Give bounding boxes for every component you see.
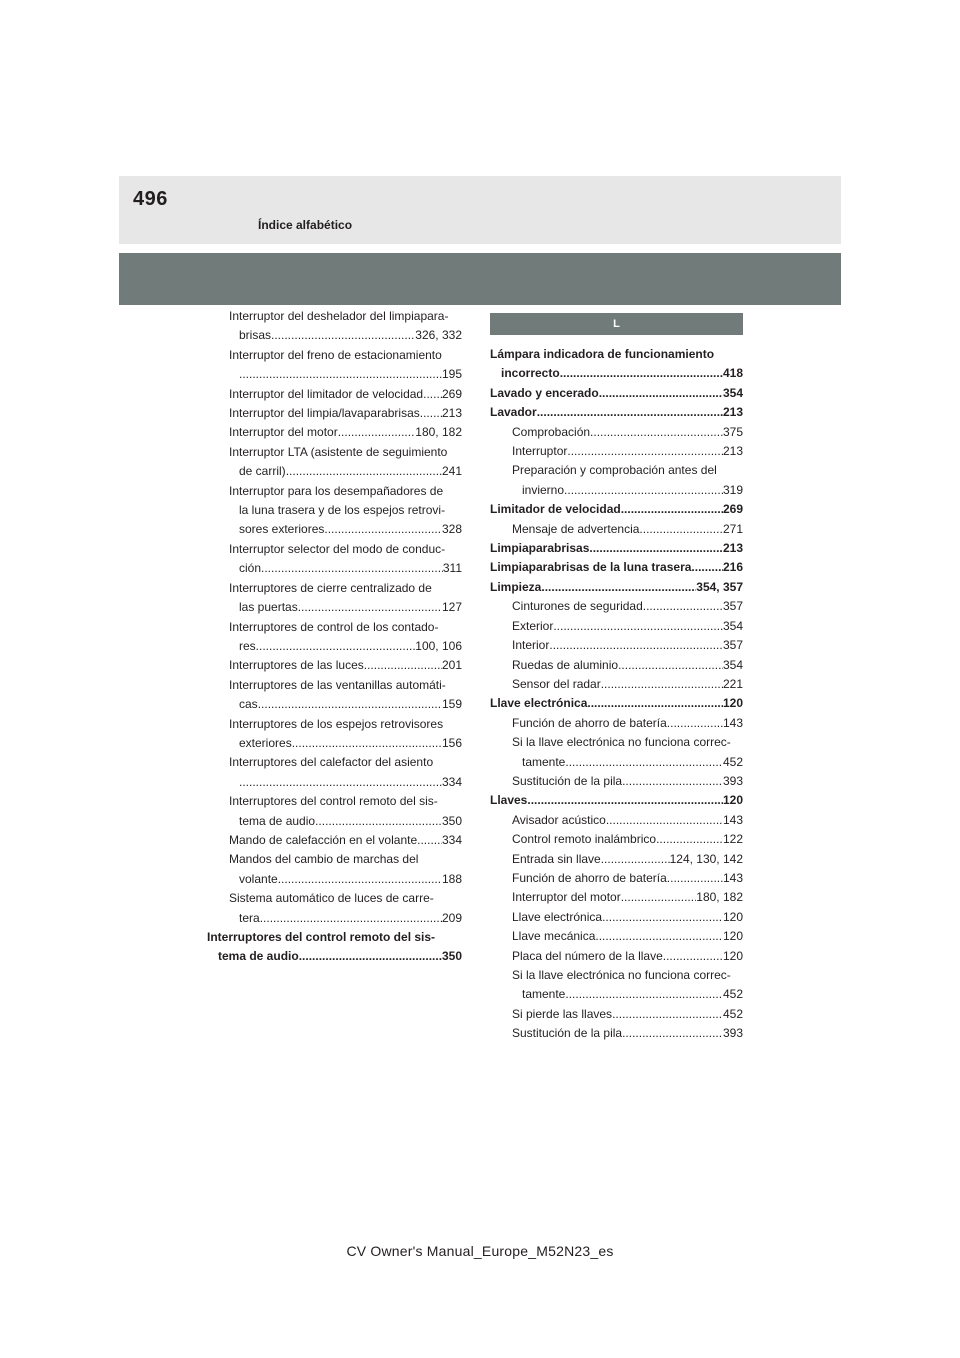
entry-term: Comprobación bbox=[512, 424, 591, 439]
entry-page-number: 195 bbox=[441, 367, 462, 382]
entry-term: res bbox=[239, 638, 256, 653]
index-entry-main bbox=[490, 578, 743, 597]
leader-dots bbox=[589, 539, 723, 558]
section-title: Índice alfabético bbox=[258, 218, 353, 232]
index-entry-sub bbox=[207, 618, 462, 657]
entry-page-line bbox=[229, 520, 462, 539]
entry-page-number: 326, 332 bbox=[415, 328, 462, 343]
entry-page-number: 120 bbox=[722, 793, 743, 808]
entry-page-line bbox=[512, 985, 743, 1004]
entry-page-line bbox=[490, 558, 743, 577]
page-number: 496 bbox=[133, 188, 168, 210]
entry-term: sores exteriores bbox=[239, 522, 325, 537]
index-entry-sub bbox=[490, 636, 743, 655]
entry-page-number: 269 bbox=[441, 386, 462, 401]
entry-page-number: 350 bbox=[441, 949, 462, 964]
entry-term: invierno bbox=[522, 482, 565, 497]
leader-dots bbox=[239, 773, 442, 792]
index-entry-sub bbox=[207, 792, 462, 831]
entry-term: tema de audio bbox=[218, 949, 299, 964]
entry-term: Placa del número de la llave bbox=[512, 948, 663, 963]
entry-page-line bbox=[490, 578, 743, 597]
leader-dots bbox=[601, 850, 670, 869]
entry-page-number: 120 bbox=[722, 948, 743, 963]
index-entry-sub bbox=[490, 966, 743, 1005]
footer-text: CV Owner's Manual_Europe_M52N23_es bbox=[346, 1243, 614, 1259]
leader-dots bbox=[324, 520, 442, 539]
entry-text-line: la luna trasera y de los espejos retrovi- bbox=[239, 503, 446, 518]
entry-page-number: 213 bbox=[722, 541, 743, 556]
entry-page-number: 100, 106 bbox=[415, 638, 462, 653]
entry-page-line bbox=[229, 404, 462, 423]
entry-page-line bbox=[229, 773, 462, 792]
section-band bbox=[119, 253, 841, 305]
entry-page-line bbox=[512, 888, 743, 907]
entry-page-line bbox=[229, 462, 462, 481]
leader-dots bbox=[587, 694, 723, 713]
entry-page-line bbox=[512, 636, 743, 655]
entry-page-line bbox=[512, 442, 743, 461]
entry-term: Limpiaparabrisas de la luna trasera bbox=[490, 560, 692, 575]
entry-page-number: 393 bbox=[722, 1026, 743, 1041]
entry-page-line bbox=[490, 791, 743, 810]
leader-dots bbox=[621, 500, 723, 519]
entry-page-number: 452 bbox=[722, 1006, 743, 1021]
index-entry-sub bbox=[207, 715, 462, 754]
entry-page-number: 188 bbox=[441, 871, 462, 886]
entry-term: Limpieza bbox=[490, 579, 542, 594]
entry-term: Mando de calefacción en el volante bbox=[229, 832, 418, 847]
entry-page-line bbox=[512, 617, 743, 636]
index-entry-sub bbox=[207, 385, 462, 404]
entry-term: Interruptor del motor bbox=[512, 890, 621, 905]
leader-dots bbox=[299, 947, 442, 966]
entry-term: tamente bbox=[522, 987, 566, 1002]
index-entry-sub bbox=[207, 831, 462, 850]
leader-dots bbox=[256, 637, 416, 656]
entry-text-line: Interruptores del control remoto del sis- bbox=[229, 794, 438, 809]
entry-page-line bbox=[490, 384, 743, 403]
entry-page-number: 143 bbox=[722, 715, 743, 730]
entry-text-line: Sistema automático de luces de carre- bbox=[229, 891, 434, 906]
entry-page-number: 213 bbox=[722, 444, 743, 459]
entry-page-line bbox=[229, 637, 462, 656]
entry-term: incorrecto bbox=[501, 366, 560, 381]
entry-term: Llave electrónica bbox=[490, 696, 588, 711]
entry-page-number: 122 bbox=[722, 832, 743, 847]
entry-page-line bbox=[229, 812, 462, 831]
index-entry-sub bbox=[490, 461, 743, 500]
entry-term: Función de ahorro de batería bbox=[512, 715, 667, 730]
entry-term: Limpiaparabrisas bbox=[490, 541, 590, 556]
index-entry-sub bbox=[207, 676, 462, 715]
entry-page-number: 120 bbox=[722, 696, 743, 711]
entry-page-number: 354 bbox=[722, 385, 743, 400]
entry-page-line bbox=[512, 908, 743, 927]
entry-text-line: Interruptor del deshelador del limpiapara- bbox=[229, 309, 449, 323]
leader-dots bbox=[560, 364, 723, 383]
leader-dots bbox=[602, 908, 723, 927]
entry-term: Lavado y encerado bbox=[490, 385, 599, 400]
entry-page-number: 180, 182 bbox=[415, 425, 462, 440]
index-entry-main bbox=[490, 558, 743, 577]
entry-term: tema de audio bbox=[239, 813, 316, 828]
index-entry-sub bbox=[207, 423, 462, 442]
index-entry-sub bbox=[490, 714, 743, 733]
leader-dots bbox=[663, 947, 723, 966]
leader-dots bbox=[258, 695, 442, 714]
entry-page-line bbox=[229, 831, 462, 850]
entry-page-number: 221 bbox=[722, 676, 743, 691]
entry-page-line bbox=[229, 695, 462, 714]
index-entry-sub bbox=[490, 927, 743, 946]
leader-dots bbox=[549, 636, 723, 655]
entry-page-line bbox=[229, 559, 462, 578]
leader-dots bbox=[364, 656, 442, 675]
entry-page-number: 201 bbox=[441, 658, 462, 673]
leader-dots bbox=[567, 442, 723, 461]
entry-page-number: 319 bbox=[722, 482, 743, 497]
entry-term: Avisador acústico bbox=[512, 812, 606, 827]
entry-page-number: 271 bbox=[722, 521, 743, 536]
index-entry-sub bbox=[490, 908, 743, 927]
entry-term: Interruptor del limpia/lavaparabrisas bbox=[229, 406, 420, 421]
entry-page-line bbox=[229, 423, 462, 442]
entry-text-line: Preparación y comprobación antes del bbox=[512, 463, 717, 478]
leader-dots bbox=[292, 734, 442, 753]
index-entry-sub bbox=[207, 482, 462, 540]
entry-page-line bbox=[490, 500, 743, 519]
entry-page-line bbox=[490, 403, 743, 422]
entry-term: Sensor del radar bbox=[512, 676, 601, 691]
leader-dots bbox=[622, 772, 723, 791]
entry-page-number: 311 bbox=[442, 561, 462, 576]
index-entry-main bbox=[490, 384, 743, 403]
entry-text-line: Interruptor para los desempañadores de bbox=[229, 483, 444, 498]
entry-page-number: 354 bbox=[722, 657, 743, 672]
entry-page-number: 418 bbox=[722, 366, 743, 381]
leader-dots bbox=[541, 578, 696, 597]
index-entry-sub bbox=[490, 597, 743, 616]
entry-page-number: 334 bbox=[441, 774, 462, 789]
entry-term: Interruptor bbox=[512, 444, 568, 459]
entry-page-line bbox=[512, 597, 743, 616]
entry-page-line bbox=[229, 734, 462, 753]
leader-dots bbox=[643, 597, 723, 616]
entry-page-number: 209 bbox=[441, 910, 462, 925]
entry-page-number: 269 bbox=[722, 502, 743, 517]
entry-text-line: Lámpara indicadora de funcionamiento bbox=[490, 347, 715, 361]
leader-dots bbox=[606, 811, 723, 830]
index-entry-sub bbox=[490, 733, 743, 772]
entry-term: ción bbox=[239, 561, 262, 576]
leader-dots bbox=[595, 927, 723, 946]
leader-dots bbox=[423, 385, 442, 404]
entry-term: Sustitución de la pila bbox=[512, 773, 623, 788]
leader-dots bbox=[553, 617, 723, 636]
leader-dots bbox=[417, 831, 442, 850]
entry-term: Función de ahorro de batería bbox=[512, 870, 667, 885]
entry-term: Limitador de velocidad bbox=[490, 502, 621, 517]
entry-page-line bbox=[512, 656, 743, 675]
entry-page-line bbox=[512, 850, 743, 869]
leader-dots bbox=[261, 559, 443, 578]
entry-text-line: Mandos del cambio de marchas del bbox=[229, 852, 419, 867]
entry-page-number: 334 bbox=[441, 832, 462, 847]
leader-dots bbox=[564, 481, 723, 500]
index-entry-sub bbox=[207, 579, 462, 618]
entry-page-line bbox=[512, 1024, 743, 1043]
entry-page-line bbox=[229, 326, 462, 345]
entry-page-line bbox=[490, 364, 743, 383]
index-entry-sub bbox=[207, 404, 462, 423]
entry-term: las puertas bbox=[239, 600, 298, 615]
entry-term: Exterior bbox=[512, 618, 554, 633]
entry-term: volante bbox=[239, 871, 278, 886]
leader-dots bbox=[286, 462, 442, 481]
index-entry-sub bbox=[490, 888, 743, 907]
entry-page-line bbox=[512, 772, 743, 791]
index-entry-sub bbox=[490, 850, 743, 869]
entry-page-number: 143 bbox=[722, 812, 743, 827]
entry-page-number: 357 bbox=[722, 599, 743, 614]
index-entry-sub bbox=[207, 889, 462, 928]
leader-dots bbox=[639, 520, 723, 539]
entry-page-line bbox=[512, 753, 743, 772]
entry-page-number: 216 bbox=[722, 560, 743, 575]
entry-term: tamente bbox=[522, 754, 566, 769]
entry-page-line bbox=[512, 481, 743, 500]
entry-term: Interruptores de las luces bbox=[229, 658, 364, 673]
index-entry-sub bbox=[490, 675, 743, 694]
entry-page-line bbox=[229, 870, 462, 889]
leader-dots bbox=[667, 714, 723, 733]
index-entry-sub bbox=[207, 850, 462, 889]
entry-page-line bbox=[229, 385, 462, 404]
entry-term: Si pierde las llaves bbox=[512, 1006, 613, 1021]
index-entries-l bbox=[490, 345, 743, 1044]
entry-page-line bbox=[512, 927, 743, 946]
index-entry-sub bbox=[207, 443, 462, 482]
entry-page-line bbox=[229, 598, 462, 617]
entry-page-number: 357 bbox=[722, 638, 743, 653]
entry-term: Mensaje de advertencia bbox=[512, 521, 640, 536]
entry-page-number: 159 bbox=[441, 697, 462, 712]
entry-page-line bbox=[512, 520, 743, 539]
leader-dots bbox=[667, 869, 723, 888]
entry-text-line: Interruptor LTA (asistente de seguimiento bbox=[229, 444, 448, 459]
entry-text-line: Interruptores de las ventanillas automáti- bbox=[229, 677, 446, 692]
leader-dots bbox=[621, 888, 697, 907]
entry-page-number: 213 bbox=[722, 405, 743, 420]
index-entry-main bbox=[490, 539, 743, 558]
leader-dots bbox=[656, 830, 723, 849]
leader-dots bbox=[618, 656, 723, 675]
entry-page-line bbox=[512, 811, 743, 830]
entry-page-line bbox=[512, 714, 743, 733]
index-entry-sub bbox=[207, 307, 462, 346]
entry-page-line bbox=[490, 694, 743, 713]
entry-page-line bbox=[512, 1005, 743, 1024]
leader-dots bbox=[420, 404, 442, 423]
entry-term: Interruptor del motor bbox=[229, 425, 338, 440]
index-entry-sub bbox=[490, 1005, 743, 1024]
index-entry-sub bbox=[490, 423, 743, 442]
entry-text-line: Interruptor del freno de estacionamiento bbox=[229, 347, 442, 362]
leader-dots bbox=[338, 423, 416, 442]
entry-page-number: 180, 182 bbox=[696, 890, 743, 905]
index-column-right bbox=[490, 307, 743, 1044]
entry-page-line bbox=[229, 909, 462, 928]
leader-dots bbox=[691, 558, 723, 577]
entry-page-number: 143 bbox=[722, 870, 743, 885]
entry-text-line: Interruptores de control de los contado- bbox=[229, 619, 439, 634]
leader-dots bbox=[527, 791, 723, 810]
leader-dots bbox=[622, 1024, 723, 1043]
entry-page-line bbox=[490, 539, 743, 558]
leader-dots bbox=[590, 423, 723, 442]
index-entry-main bbox=[490, 791, 743, 810]
entry-page-number: 127 bbox=[441, 600, 462, 615]
entry-page-line bbox=[229, 365, 462, 384]
index-entry-main bbox=[490, 500, 743, 519]
entry-page-line bbox=[512, 675, 743, 694]
entry-page-number: 452 bbox=[722, 987, 743, 1002]
entry-term: tera bbox=[239, 910, 260, 925]
entry-term: cas bbox=[239, 697, 258, 712]
entry-term: Ruedas de aluminio bbox=[512, 657, 619, 672]
entry-term: Cinturones de seguridad bbox=[512, 599, 643, 614]
entry-page-number: 120 bbox=[722, 929, 743, 944]
index-entry-sub bbox=[207, 753, 462, 792]
index-entry-sub bbox=[490, 830, 743, 849]
leader-dots bbox=[565, 753, 723, 772]
entry-page-number: 241 bbox=[441, 464, 462, 479]
entry-page-number: 393 bbox=[722, 773, 743, 788]
entry-term: exteriores bbox=[239, 735, 292, 750]
entry-term: Entrada sin llave bbox=[512, 851, 601, 866]
entry-text-line: Interruptores de los espejos retrovisores bbox=[229, 716, 444, 731]
leader-dots bbox=[537, 403, 723, 422]
entry-page-number: 156 bbox=[441, 735, 462, 750]
index-entry-main bbox=[490, 403, 743, 422]
index-entry-sub bbox=[490, 947, 743, 966]
index-entry-main bbox=[207, 928, 462, 967]
entry-page-number: 354, 357 bbox=[696, 579, 743, 594]
letter-heading: L bbox=[490, 313, 743, 335]
index-entry-main bbox=[490, 694, 743, 713]
leader-dots bbox=[260, 909, 442, 928]
entry-term: Llave mecánica bbox=[512, 929, 596, 944]
entry-term: Interior bbox=[512, 638, 550, 653]
entry-term: Sustitución de la pila bbox=[512, 1026, 623, 1041]
leader-dots bbox=[599, 384, 723, 403]
entry-page-number: 124, 130, 142 bbox=[669, 851, 743, 866]
entry-page-line bbox=[512, 423, 743, 442]
index-entry-sub bbox=[490, 520, 743, 539]
entry-text-line: Interruptor selector del modo de conduc- bbox=[229, 541, 446, 556]
entry-term: Lavador bbox=[490, 405, 537, 420]
index-entry-sub bbox=[490, 656, 743, 675]
index-entry-sub bbox=[490, 811, 743, 830]
leader-dots bbox=[601, 675, 723, 694]
entry-term: Llaves bbox=[490, 793, 528, 808]
entry-page-line bbox=[512, 869, 743, 888]
entry-text-line: Si la llave electrónica no funciona correc- bbox=[512, 968, 731, 982]
entry-page-number: 452 bbox=[722, 754, 743, 769]
entry-page-number: 375 bbox=[722, 424, 743, 439]
index-column-left bbox=[207, 307, 462, 967]
leader-dots bbox=[612, 1005, 723, 1024]
leader-dots bbox=[315, 812, 442, 831]
leader-dots bbox=[239, 365, 442, 384]
entry-text-line: Interruptores del control remoto del sis- bbox=[207, 930, 436, 944]
index-entry-sub bbox=[490, 442, 743, 461]
index-entry-sub bbox=[490, 617, 743, 636]
entry-text-line: Si la llave electrónica no funciona correc- bbox=[512, 735, 731, 750]
index-entry-sub bbox=[490, 772, 743, 791]
entry-term: brisas bbox=[239, 328, 272, 343]
leader-dots bbox=[298, 598, 442, 617]
entry-page-line bbox=[229, 656, 462, 675]
leader-dots bbox=[565, 985, 723, 1004]
entry-text-line: Interruptores de cierre centralizado de bbox=[229, 580, 432, 595]
entry-page-line bbox=[512, 830, 743, 849]
index-entry-sub bbox=[207, 656, 462, 675]
entry-page-number: 120 bbox=[722, 909, 743, 924]
index-entry-sub bbox=[490, 869, 743, 888]
entry-term: Llave electrónica bbox=[512, 909, 603, 924]
entry-page-number: 350 bbox=[441, 813, 462, 828]
index-entry-main bbox=[490, 345, 743, 384]
entry-page-number: 328 bbox=[441, 522, 462, 537]
entry-term: Interruptor del limitador de velocidad bbox=[229, 386, 424, 401]
entry-page-number: 354 bbox=[722, 618, 743, 633]
index-entry-sub bbox=[490, 1024, 743, 1043]
entry-page-line bbox=[512, 947, 743, 966]
index-entry-sub bbox=[207, 346, 462, 385]
entry-page-number: 213 bbox=[441, 406, 462, 421]
header-band bbox=[119, 176, 841, 244]
index-entry-sub bbox=[207, 540, 462, 579]
leader-dots bbox=[278, 870, 442, 889]
entry-term: Control remoto inalámbrico bbox=[512, 832, 657, 847]
entry-term: de carril) bbox=[239, 464, 286, 479]
entry-page-line bbox=[207, 947, 462, 966]
entry-text-line: Interruptores del calefactor del asiento bbox=[229, 755, 434, 770]
leader-dots bbox=[271, 326, 415, 345]
